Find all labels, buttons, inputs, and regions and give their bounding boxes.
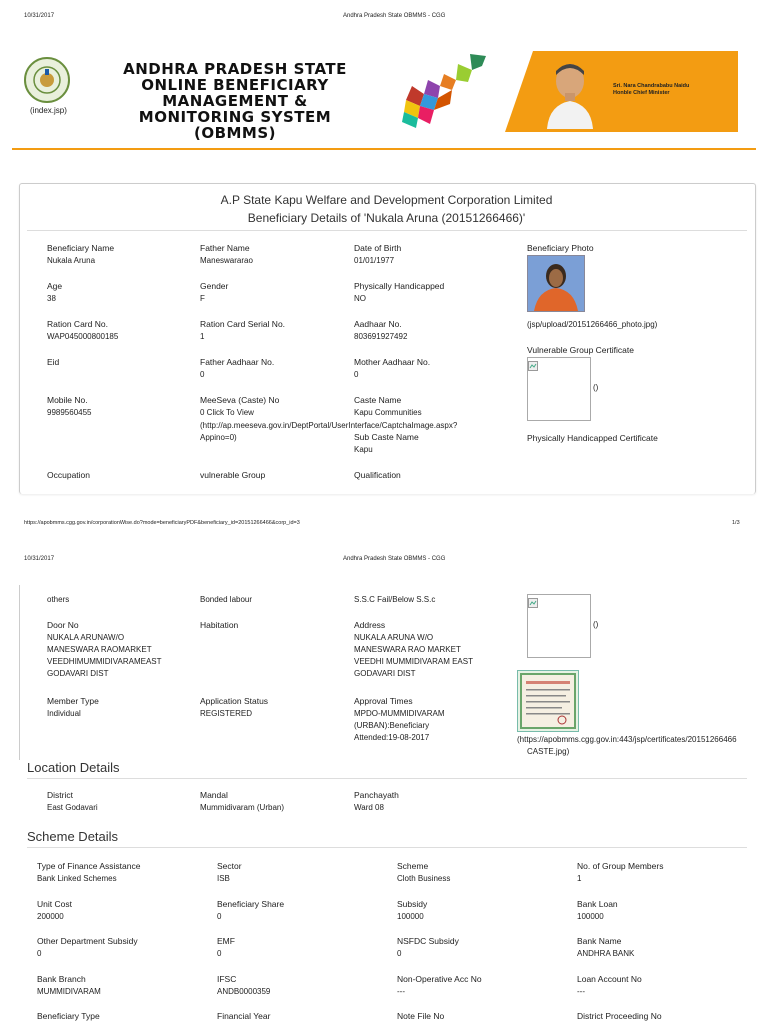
scheme-label: EMF [217,936,235,946]
value-door-line: VEEDHIMUMMIDIVARAMEAST [47,657,162,666]
value-physically-handicapped: NO [354,294,366,303]
scheme-value: 100000 [397,911,424,921]
scheme-label: Financial Year [217,1011,271,1021]
value-approval-line: MPDO-MUMMIDIVARAM [354,709,445,718]
scheme-value: --- [397,986,405,996]
header-divider [12,148,756,150]
scheme-label: Bank Loan [577,898,618,909]
label-approval-times: Approval Times [354,696,413,706]
ap-emblem-logo[interactable] [24,57,70,103]
cm-banner [505,51,738,132]
value-age: 38 [47,294,56,303]
label-ration-serial: Ration Card Serial No. [200,319,286,329]
value-door-line: NUKALA ARUNAW/O [47,633,125,642]
print-title: Andhra Pradesh State OBMMS - CGG [343,13,446,19]
scheme-label: Unit Cost [37,898,72,909]
value-vulnerable-group: Bonded labour [200,595,253,604]
scheme-label: District Proceeding No [577,1011,662,1021]
scheme-label: Sector [217,861,242,871]
scheme-value: Cloth Business [397,874,451,883]
home-link[interactable]: (index.jsp) [30,106,67,115]
cm-title: Honble Chief Minister [613,90,670,96]
scheme-label: Non-Operative Acc No [397,973,482,984]
value-door-line: MANESWARA RAOMARKET [47,645,152,654]
title-line: MONITORING SYSTEM [138,108,332,126]
label-vulnerable-certificate: Vulnerable Group Certificate [527,345,634,355]
scheme-label: Beneficiary Type [37,1011,100,1021]
title-line: MANAGEMENT & [162,92,308,110]
scheme-label: Loan Account No [577,973,642,984]
label-mother-aadhaar: Mother Aadhaar No. [354,357,431,367]
label-father-name: Father Name [200,243,250,253]
value-address-line: NUKALA ARUNA W/O [354,633,434,642]
value-occupation: others [47,595,70,604]
label-vulnerable-group: vulnerable Group [200,470,266,480]
value-dob: 01/01/1977 [354,256,395,265]
section-divider [27,847,747,848]
label-door-no: Door No [47,620,79,630]
print-date: 10/31/2017 [24,13,55,19]
broken-image-icon [528,598,538,608]
value-beneficiary-name: Nukala Aruna [47,256,96,265]
value-door-line: GODAVARI DIST [47,669,109,678]
beneficiary-heading: Beneficiary Details of 'Nukala Aruna (20151266466)' [247,211,526,225]
title-line: ONLINE BENEFICIARY [141,76,329,94]
label-panchayath: Panchayath [354,790,399,800]
label-beneficiary-name: Beneficiary Name [47,243,115,253]
scheme-value: ANDB0000359 [217,986,271,996]
scheme-value: Bank Linked Schemes [37,874,117,883]
label-gender: Gender [200,281,229,291]
section-divider [27,778,747,779]
label-district: District [47,790,73,800]
title-line: (OBMMS) [193,124,277,142]
value-father-aadhaar: 0 [200,370,205,379]
cm-portrait [545,57,595,129]
meeseva-url-line: Appino=0) [200,433,237,442]
scheme-value: 1 [577,874,582,883]
emblem-icon [24,57,70,103]
print-date: 10/31/2017 [24,556,55,562]
banner-notch [505,51,533,132]
caste-certificate-link[interactable]: (https://apobmms.cgg.gov.in:443/jsp/certificates/20151266466 [517,735,737,744]
label-father-aadhaar: Father Aadhaar No. [200,357,275,367]
scheme-label: Other Department Subsidy [37,936,138,946]
scheme-label: IFSC [217,973,237,984]
scheme-label: NSFDC Subsidy [397,936,459,946]
scheme-value: 0 [37,949,42,958]
value-address-line: VEEDHI MUMMIDIVARAM EAST [354,657,473,666]
label-mandal: Mandal [200,790,228,800]
label-application-status: Application Status [200,696,269,706]
scheme-value: ANDHRA BANK [577,949,635,958]
label-photo: Beneficiary Photo [527,243,594,253]
value-mandal: Mummidivaram (Urban) [200,803,285,812]
scheme-label: Note File No [397,1011,445,1021]
value-mother-aadhaar: 0 [354,370,359,379]
scheme-value: 100000 [577,911,604,921]
org-name: A.P State Kapu Welfare and Development Corporation Limited [220,193,553,207]
caste-certificate-image[interactable] [517,670,579,732]
value-approval-line: (URBAN):Beneficiary [354,721,430,730]
label-age: Age [47,281,63,291]
meeseva-url-line: (http://ap.meeseva.gov.in/DeptPortal/UserInterface/CaptchaImage.aspx? [200,421,458,430]
value-sub-caste: Kapu [354,445,373,454]
scheme-value: 0 [397,949,402,958]
value-address-line: MANESWARA RAO MARKET [354,645,461,654]
scheme-label: Bank Name [577,936,622,946]
scheme-label: Type of Finance Assistance [37,861,141,871]
label-aadhaar: Aadhaar No. [354,319,402,329]
ph-certificate-path: () [593,620,599,629]
label-occupation: Occupation [47,470,90,480]
scheme-value: --- [577,986,585,996]
scheme-value: 200000 [37,911,64,921]
cm-name: Sri. Nara Chandrababu Naidu [613,83,690,89]
scheme-value: 0 [217,949,222,958]
scheme-label: Subsidy [397,898,428,909]
scheme-label: Beneficiary Share [217,898,285,909]
label-member-type: Member Type [47,696,99,706]
value-member-type: Individual [47,709,81,718]
system-title [100,61,370,141]
value-ration-card: WAP045000800185 [47,332,119,341]
broken-image-icon [528,361,538,371]
label-address: Address [354,620,386,630]
page-url: https://apobmms.cgg.gov.in/corporationWise.do?mode=beneficiaryPDF&beneficiary_id=20151266466&corp_id=3 [24,520,300,526]
print-title: Andhra Pradesh State OBMMS - CGG [343,556,446,562]
section-location-heading: Location Details [27,760,120,775]
label-dob: Date of Birth [354,243,402,253]
value-qualification: S.S.C Fail/Below S.S.c [354,595,436,604]
scheme-label: Scheme [397,861,429,871]
scheme-value: MUMMIDIVARAM [37,986,101,996]
caste-certificate-link-line: CASTE.jpg) [527,747,570,756]
value-district: East Godavari [47,803,98,812]
label-ph-certificate: Physically Handicapped Certificate [527,433,658,443]
photo-path-link[interactable]: (jsp/upload/20151266466_photo.jpg) [527,320,658,329]
value-address-line: GODAVARI DIST [354,669,416,678]
value-ration-serial: 1 [200,332,205,341]
page-number: 1/3 [732,520,740,526]
label-habitation: Habitation [200,620,239,630]
value-approval-line: Attended:19-08-2017 [354,733,430,742]
section-scheme-heading: Scheme Details [27,829,119,844]
scheme-label: No. of Group Members [577,861,664,871]
scheme-value: ISB [217,874,230,883]
label-mobile: Mobile No. [47,395,88,405]
panel-left-border [19,585,20,760]
value-caste: Kapu Communities [354,408,422,417]
vulnerable-certificate-path: () [593,383,599,392]
beneficiary-photo[interactable] [527,255,585,312]
value-gender: F [200,294,205,303]
label-meeseva: MeeSeva (Caste) No [200,395,280,405]
value-aadhaar: 803691927492 [354,332,408,341]
vulnerable-certificate-image[interactable] [527,357,591,421]
panel-divider [27,230,747,231]
state-map-image [398,50,493,137]
value-panchayath: Ward 08 [354,803,384,812]
label-caste: Caste Name [354,395,402,405]
title-line: ANDHRA PRADESH STATE [123,60,347,78]
label-eid: Eid [47,357,60,367]
meeseva-view-link[interactable]: 0 Click To View [200,408,254,417]
value-father-name: Maneswararao [200,256,253,265]
label-ration-card: Ration Card No. [47,319,108,329]
label-qualification: Qualification [354,470,401,480]
ph-certificate-image[interactable] [527,594,591,658]
value-mobile: 9989560455 [47,408,92,417]
label-physically-handicapped: Physically Handicapped [354,281,445,291]
scheme-value: 0 [217,911,222,921]
label-sub-caste: Sub Caste Name [354,432,419,442]
value-application-status: REGISTERED [200,709,253,718]
scheme-label: Bank Branch [37,973,86,984]
